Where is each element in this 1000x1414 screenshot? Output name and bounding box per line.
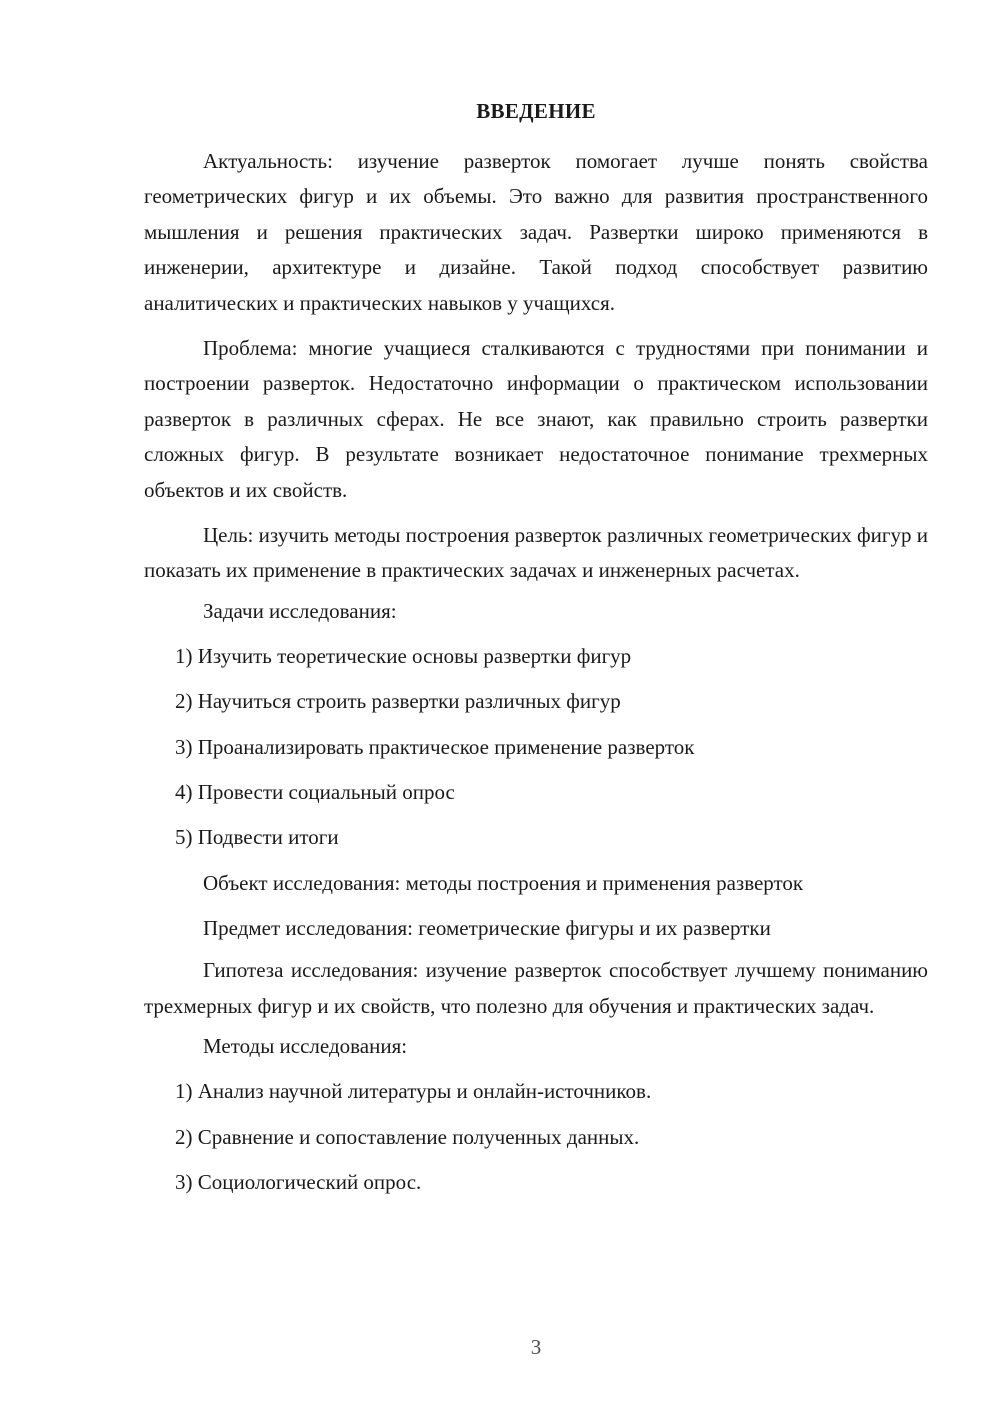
method-item: 2) Сравнение и сопоставление полученных данных. xyxy=(175,1124,640,1149)
relevance-paragraph: Актуальность: изучение разверток помогает лучше понять свойства геометрических фигур и их объемы. Это важно для развития пространственного мышления и решения практических задач. Развертки широко применяются в инженерии, архитектуре и дизайне. Такой подход способствует развитию аналитических и практических навыков у учащихся. xyxy=(144,149,928,315)
task-item: 5) Подвести итоги xyxy=(175,825,339,850)
object-line: Объект исследования: методы построения и применения разверток xyxy=(203,870,804,895)
tasks-section xyxy=(144,589,928,861)
method-item: 3) Социологический опрос. xyxy=(175,1169,422,1194)
task-item: 2) Научиться строить развертки различных фигур xyxy=(175,689,621,714)
page-title: ВВЕДЕНИЕ xyxy=(476,99,596,123)
task-item: 3) Проанализировать практическое применение разверток xyxy=(175,734,695,759)
page-number: 3 xyxy=(530,1335,542,1359)
goal-paragraph: Цель: изучить методы построения разверток различных геометрических фигур и показать их применение в практических задачах и инженерных расчетах. xyxy=(144,523,928,583)
methods-label: Методы исследования: xyxy=(203,1034,408,1059)
methods-section xyxy=(144,1024,928,1205)
subject-line: Предмет исследования: геометрические фигуры и их развертки xyxy=(203,915,771,940)
problem-paragraph: Проблема: многие учащиеся сталкиваются с трудностями при понимании и построении разверток. Недостаточно информации о практическом использовании разверток в различных сферах. Не все знают, как правильно строить развертки сложных фигур. В результате возникает недостаточное понимание трехмерных объектов и их свойств. xyxy=(144,336,928,502)
task-item: 4) Провести социальный опрос xyxy=(175,780,455,805)
method-item: 1) Анализ научной литературы и онлайн-источников. xyxy=(175,1079,652,1104)
hypothesis-paragraph: Гипотеза исследования: изучение разверток способствует лучшему пониманию трехмерных фигур и их свойств, что полезно для обучения и практических задач. xyxy=(144,958,928,1018)
tasks-label: Задачи исследования: xyxy=(203,598,397,623)
body-text xyxy=(144,144,928,1205)
task-item: 1) Изучить теоретические основы развертки фигур xyxy=(175,644,632,669)
